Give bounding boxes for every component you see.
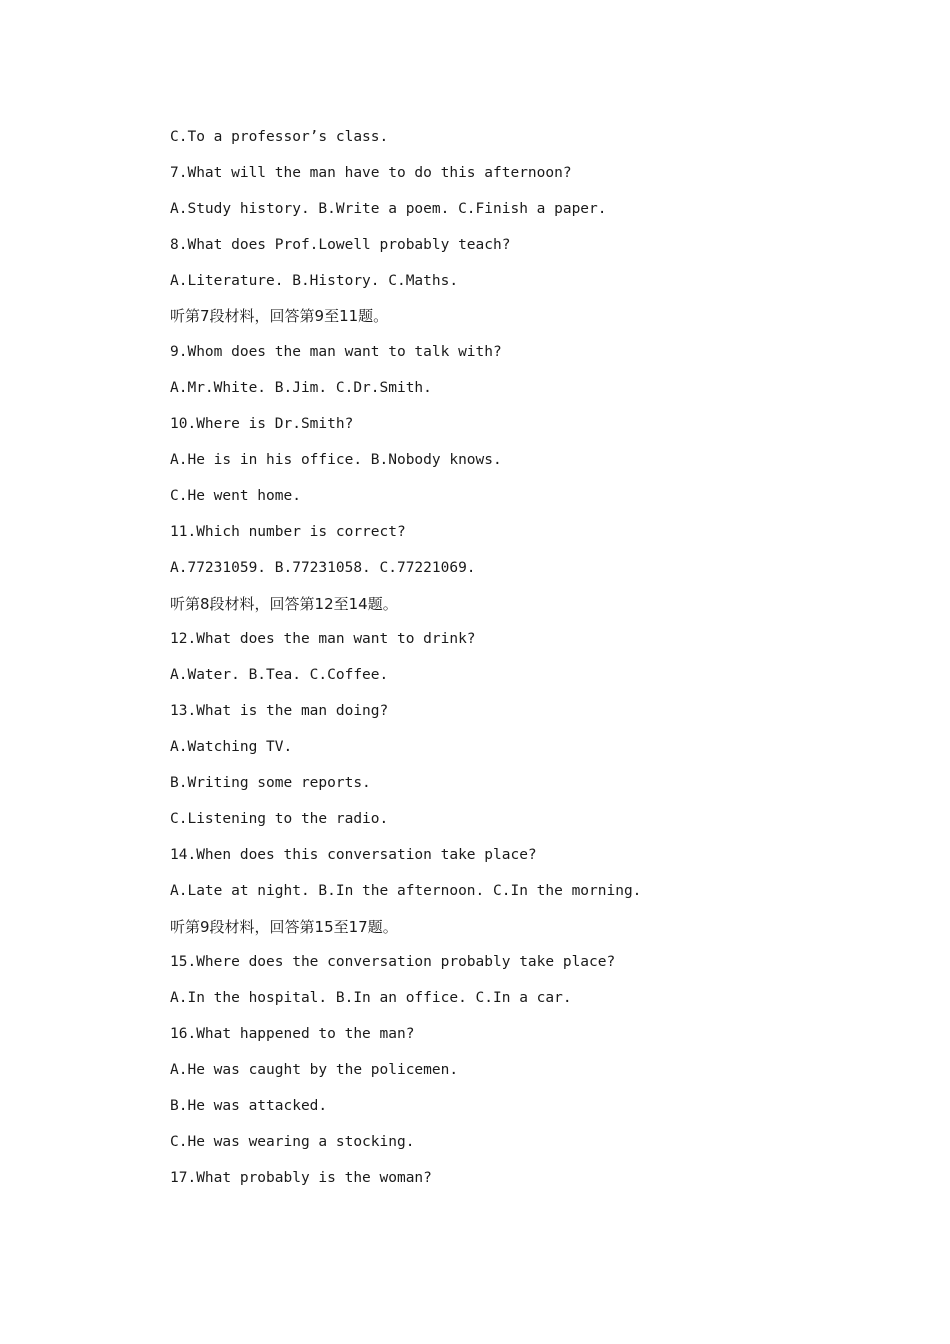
option-line: A.He was caught by the policemen. [170, 1062, 459, 1079]
section-heading: 听第9段材料，回答第15至17题。 [170, 917, 398, 936]
option-line: B.Writing some reports. [170, 775, 371, 792]
option-line: C.He was wearing a stocking. [170, 1133, 415, 1150]
question-line: 16.What happened to the man? [170, 1026, 415, 1043]
question-line: 15.Where does the conversation probably take place? [170, 954, 616, 971]
option-line: A.In the hospital. B.In an office. C.In a car. [170, 990, 572, 1007]
option-line: A.Mr.White. B.Jim. C.Dr.Smith. [170, 380, 432, 397]
question-line: 11.Which number is correct? [170, 523, 406, 540]
question-line: 12.What does the man want to drink? [170, 631, 476, 648]
option-line: A.Literature. B.History. C.Maths. [170, 272, 459, 289]
option-line: A.Late at night. B.In the afternoon. C.In the morning. [170, 882, 642, 899]
question-line: 9.Whom does the man want to talk with? [170, 344, 502, 361]
question-line: 17.What probably is the woman? [170, 1169, 432, 1186]
section-heading: 听第8段材料，回答第12至14题。 [170, 594, 398, 613]
option-line: A.Study history. B.Write a poem. C.Finish a paper. [170, 200, 607, 217]
option-line: C.To a professor’s class. [170, 129, 389, 145]
option-line: C.He went home. [170, 487, 301, 504]
question-line: 13.What is the man doing? [170, 703, 389, 720]
question-line: 10.Where is Dr.Smith? [170, 416, 354, 433]
section-heading: 听第7段材料，回答第9至11题。 [170, 307, 389, 326]
question-line: 7.What will the man have to do this afternoon? [170, 164, 572, 181]
option-line: A.77231059. B.77231058. C.77221069. [170, 559, 476, 576]
option-line: B.He was attacked. [170, 1098, 328, 1115]
question-line: 14.When does this conversation take place? [170, 846, 537, 863]
question-line: 8.What does Prof.Lowell probably teach? [170, 236, 511, 253]
option-line: A.Water. B.Tea. C.Coffee. [170, 667, 389, 684]
option-line: A.He is in his office. B.Nobody knows. [170, 452, 502, 469]
option-line: A.Watching TV. [170, 739, 293, 756]
option-line: C.Listening to the radio. [170, 810, 389, 827]
document-body [170, 122, 870, 1199]
